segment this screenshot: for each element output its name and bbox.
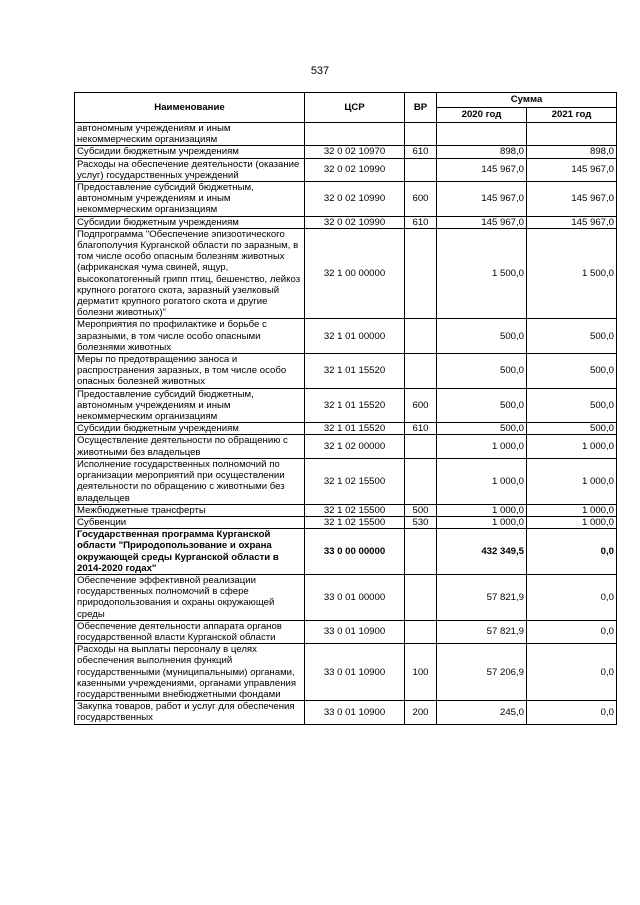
row-csr-code: 32 0 02 10970 bbox=[305, 146, 405, 158]
row-amount-2021 bbox=[527, 123, 617, 146]
row-amount-2021: 1 000,0 bbox=[527, 435, 617, 458]
row-name: Мероприятия по профилактике и борьбе с заразными, в том числе особо опасными болезнями животных bbox=[75, 319, 305, 354]
row-amount-2020: 145 967,0 bbox=[437, 216, 527, 228]
row-name: Государственная программа Курганской области "Природопользование и охрана окружающей среды Курганской области в 2014-2020 годах" bbox=[75, 529, 305, 575]
row-amount-2021: 0,0 bbox=[527, 644, 617, 701]
row-name: Расходы на обеспечение деятельности (оказание услуг) государственных учреждений bbox=[75, 158, 305, 181]
row-vr-code bbox=[405, 458, 437, 504]
row-csr-code bbox=[305, 123, 405, 146]
row-amount-2021: 0,0 bbox=[527, 574, 617, 620]
row-name: Исполнение государственных полномочий по организации мероприятий при осуществлении деятельности по обращению с животными без владельцев bbox=[75, 458, 305, 504]
row-amount-2020: 432 349,5 bbox=[437, 529, 527, 575]
row-name: Закупка товаров, работ и услуг для обеспечения государственных bbox=[75, 701, 305, 724]
row-amount-2020: 145 967,0 bbox=[437, 158, 527, 181]
row-amount-2020: 1 000,0 bbox=[437, 516, 527, 528]
row-amount-2021: 0,0 bbox=[527, 701, 617, 724]
row-amount-2021: 145 967,0 bbox=[527, 158, 617, 181]
row-csr-code: 32 1 01 15520 bbox=[305, 423, 405, 435]
row-name: Меры по предотвращению заноса и распространения заразных, в том числе особо опасных болезней животных bbox=[75, 354, 305, 389]
row-csr-code: 32 0 02 10990 bbox=[305, 182, 405, 217]
row-amount-2020: 1 000,0 bbox=[437, 435, 527, 458]
row-vr-code bbox=[405, 158, 437, 181]
row-amount-2021: 1 000,0 bbox=[527, 504, 617, 516]
header-row bbox=[75, 93, 617, 108]
row-name: Субсидии бюджетным учреждениям bbox=[75, 216, 305, 228]
row-amount-2020: 57 206,9 bbox=[437, 644, 527, 701]
table-row bbox=[75, 182, 617, 217]
row-csr-code: 32 1 01 00000 bbox=[305, 319, 405, 354]
table-row bbox=[75, 354, 617, 389]
row-vr-code bbox=[405, 228, 437, 319]
row-csr-code: 32 0 02 10990 bbox=[305, 216, 405, 228]
table-row bbox=[75, 458, 617, 504]
row-amount-2020: 500,0 bbox=[437, 319, 527, 354]
row-csr-code: 32 1 02 15500 bbox=[305, 516, 405, 528]
row-csr-code: 33 0 01 00000 bbox=[305, 574, 405, 620]
row-csr-code: 32 1 02 15500 bbox=[305, 504, 405, 516]
row-vr-code: 500 bbox=[405, 504, 437, 516]
row-csr-code: 32 1 02 15500 bbox=[305, 458, 405, 504]
row-amount-2020: 245,0 bbox=[437, 701, 527, 724]
row-amount-2020: 57 821,9 bbox=[437, 620, 527, 643]
row-vr-code bbox=[405, 574, 437, 620]
row-amount-2021: 898,0 bbox=[527, 146, 617, 158]
row-amount-2020: 500,0 bbox=[437, 423, 527, 435]
row-amount-2021: 0,0 bbox=[527, 529, 617, 575]
row-vr-code bbox=[405, 620, 437, 643]
table-row bbox=[75, 435, 617, 458]
header-sum: Сумма bbox=[437, 93, 617, 108]
row-vr-code bbox=[405, 435, 437, 458]
header-year-2020: 2020 год bbox=[437, 108, 527, 123]
table-row bbox=[75, 701, 617, 724]
row-name: Расходы на выплаты персоналу в целях обеспечения выполнения функций государственными (муниципальными) органами, казенными учреждениями, органами управления государственными внебюджетными фондами bbox=[75, 644, 305, 701]
row-vr-code: 100 bbox=[405, 644, 437, 701]
row-amount-2021: 145 967,0 bbox=[527, 182, 617, 217]
table-row bbox=[75, 158, 617, 181]
header-csr: ЦСР bbox=[305, 93, 405, 123]
row-amount-2020: 1 000,0 bbox=[437, 458, 527, 504]
row-amount-2020: 500,0 bbox=[437, 388, 527, 423]
row-csr-code: 33 0 00 00000 bbox=[305, 529, 405, 575]
row-vr-code: 530 bbox=[405, 516, 437, 528]
table-row bbox=[75, 529, 617, 575]
table-row bbox=[75, 319, 617, 354]
table-row bbox=[75, 228, 617, 319]
row-vr-code: 610 bbox=[405, 216, 437, 228]
row-name: Подпрограмма "Обеспечение эпизоотического благополучия Курганской области по заразным, в том числе особо опасным болезням животных (африканская чума свиней, ящур, высокопатогенный грипп птиц, бешенство, лейкоз крупного рогатого скота, заразный узелковый дерматит крупного рогатого скота и другие болезни животных)" bbox=[75, 228, 305, 319]
row-amount-2020: 1 500,0 bbox=[437, 228, 527, 319]
row-csr-code: 33 0 01 10900 bbox=[305, 620, 405, 643]
row-csr-code: 32 1 01 15520 bbox=[305, 354, 405, 389]
header-vr: ВР bbox=[405, 93, 437, 123]
row-csr-code: 32 0 02 10990 bbox=[305, 158, 405, 181]
row-name: Обеспечение эффективной реализации государственных полномочий в сфере природопользования и охраны окружающей среды bbox=[75, 574, 305, 620]
header-name: Наименование bbox=[75, 93, 305, 123]
row-name: Осуществление деятельности по обращению с животными без владельцев bbox=[75, 435, 305, 458]
row-amount-2021: 500,0 bbox=[527, 423, 617, 435]
row-name: Обеспечение деятельности аппарата органов государственной власти Курганской области bbox=[75, 620, 305, 643]
row-amount-2021: 1 000,0 bbox=[527, 458, 617, 504]
row-csr-code: 32 1 02 00000 bbox=[305, 435, 405, 458]
table-row bbox=[75, 620, 617, 643]
table-row bbox=[75, 423, 617, 435]
row-amount-2021: 500,0 bbox=[527, 388, 617, 423]
row-amount-2020: 145 967,0 bbox=[437, 182, 527, 217]
row-amount-2021: 0,0 bbox=[527, 620, 617, 643]
row-vr-code bbox=[405, 354, 437, 389]
row-amount-2020: 500,0 bbox=[437, 354, 527, 389]
table-row bbox=[75, 504, 617, 516]
table-row bbox=[75, 216, 617, 228]
row-vr-code: 610 bbox=[405, 146, 437, 158]
row-vr-code: 600 bbox=[405, 182, 437, 217]
row-name: Предоставление субсидий бюджетным, автономным учреждениям и иным некоммерческим организациям bbox=[75, 182, 305, 217]
row-vr-code: 200 bbox=[405, 701, 437, 724]
row-vr-code: 610 bbox=[405, 423, 437, 435]
row-name: Предоставление субсидий бюджетным, автономным учреждениям и иным некоммерческим организациям bbox=[75, 388, 305, 423]
table-row bbox=[75, 516, 617, 528]
row-csr-code: 33 0 01 10900 bbox=[305, 701, 405, 724]
table-row bbox=[75, 388, 617, 423]
row-amount-2020 bbox=[437, 123, 527, 146]
row-amount-2021: 1 000,0 bbox=[527, 516, 617, 528]
page-number: 537 bbox=[310, 65, 330, 77]
row-amount-2021: 500,0 bbox=[527, 354, 617, 389]
table-row bbox=[75, 123, 617, 146]
row-name: Межбюджетные трансферты bbox=[75, 504, 305, 516]
row-name: Субсидии бюджетным учреждениям bbox=[75, 423, 305, 435]
row-name: Субвенции bbox=[75, 516, 305, 528]
table-row bbox=[75, 574, 617, 620]
row-amount-2020: 1 000,0 bbox=[437, 504, 527, 516]
row-amount-2020: 57 821,9 bbox=[437, 574, 527, 620]
row-vr-code bbox=[405, 123, 437, 146]
row-amount-2020: 898,0 bbox=[437, 146, 527, 158]
row-vr-code bbox=[405, 319, 437, 354]
row-name: Субсидии бюджетным учреждениям bbox=[75, 146, 305, 158]
header-year-2021: 2021 год bbox=[527, 108, 617, 123]
row-csr-code: 32 1 00 00000 bbox=[305, 228, 405, 319]
budget-table bbox=[74, 92, 617, 725]
row-vr-code bbox=[405, 529, 437, 575]
row-vr-code: 600 bbox=[405, 388, 437, 423]
row-csr-code: 33 0 01 10900 bbox=[305, 644, 405, 701]
row-name: автономным учреждениям и иным некоммерческим организациям bbox=[75, 123, 305, 146]
row-csr-code: 32 1 01 15520 bbox=[305, 388, 405, 423]
row-amount-2021: 1 500,0 bbox=[527, 228, 617, 319]
table-row bbox=[75, 146, 617, 158]
table-row bbox=[75, 644, 617, 701]
row-amount-2021: 500,0 bbox=[527, 319, 617, 354]
row-amount-2021: 145 967,0 bbox=[527, 216, 617, 228]
